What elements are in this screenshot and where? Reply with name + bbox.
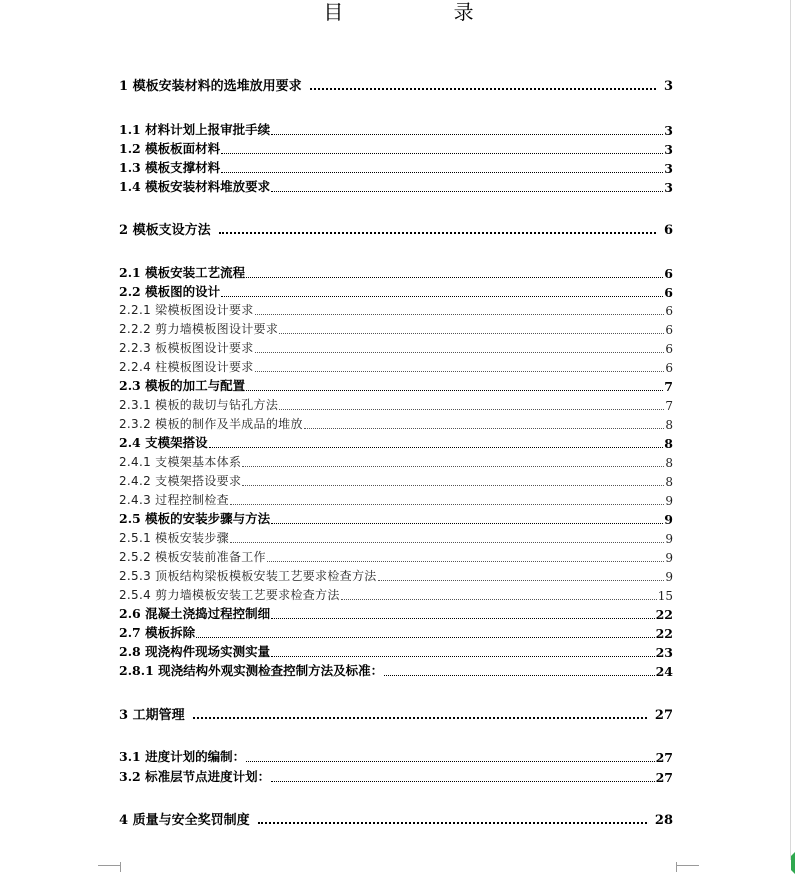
- toc-entry-page: 9: [665, 551, 673, 565]
- toc-leader-dots: [221, 296, 663, 297]
- toc-leader-dots: [258, 822, 647, 824]
- toc-entry[interactable]: [119, 338, 673, 356]
- toc-entry-page: 9: [664, 512, 673, 527]
- toc-entry-label: 2.4.2 支模架搭设要求: [119, 474, 242, 488]
- toc-leader-dots: [310, 88, 656, 90]
- toc-entry[interactable]: [119, 566, 673, 584]
- toc-entry[interactable]: [119, 810, 673, 828]
- toc-entry-page: 27: [654, 708, 673, 723]
- green-marker-icon: [789, 850, 797, 876]
- toc-entry-page: 6: [665, 304, 673, 318]
- toc-entry[interactable]: [119, 319, 673, 337]
- toc-entry-label: 2.6 混凝土浇捣过程控制细: [119, 606, 271, 621]
- toc-leader-dots: [341, 599, 657, 600]
- toc-entry-page: 23: [655, 645, 673, 660]
- toc-entry-label: 3 工期管理: [119, 708, 185, 723]
- toc-entry[interactable]: [119, 623, 673, 641]
- toc-entry-label: 3.1 进度计划的编制：: [119, 749, 246, 764]
- toc-entry-page: 24: [655, 664, 673, 679]
- toc-entry[interactable]: [119, 300, 673, 318]
- toc-entry-page: 7: [665, 399, 673, 413]
- toc-leader-dots: [221, 172, 663, 173]
- toc-entry[interactable]: [119, 433, 673, 451]
- toc-leader-dots: [246, 390, 663, 391]
- toc-entry-page: 9: [665, 570, 673, 584]
- toc-leader-dots: [246, 277, 663, 278]
- toc-entry[interactable]: [119, 263, 673, 281]
- toc-entry-page: 6: [665, 361, 673, 375]
- toc-leader-dots: [230, 504, 664, 505]
- toc-entry-label: 2.2.3 板模板图设计要求: [119, 341, 254, 355]
- toc-entry-label: 2.2.2 剪力墙模板图设计要求: [119, 322, 279, 336]
- toc-leader-dots: [196, 637, 654, 638]
- toc-entry-label: 2.4 支模架搭设: [119, 435, 208, 450]
- toc-entry-page: 8: [664, 436, 673, 451]
- toc-leader-dots: [193, 717, 647, 719]
- toc-entry-page: 7: [664, 379, 673, 394]
- toc-leader-dots: [384, 675, 654, 676]
- toc-entry-label: 2.5 模板的安装步骤与方法: [119, 511, 271, 526]
- page-edge-line: [790, 0, 791, 860]
- toc-entry[interactable]: [119, 452, 673, 470]
- toc-entry[interactable]: [119, 642, 673, 660]
- toc-entry[interactable]: [119, 220, 673, 238]
- toc-entry-label: 2.2.1 梁模板图设计要求: [119, 303, 254, 317]
- toc-entry[interactable]: [119, 604, 673, 622]
- toc-entry-label: 2.3.2 模板的制作及半成品的堆放: [119, 417, 303, 431]
- toc-leader-dots: [279, 333, 664, 334]
- toc-leader-dots: [267, 561, 665, 562]
- toc-entry[interactable]: [119, 395, 673, 413]
- toc-entry[interactable]: [119, 139, 673, 157]
- toc-entry-label: 2 模板支设方法: [119, 223, 211, 238]
- toc-entry[interactable]: [119, 376, 673, 394]
- toc-leader-dots: [271, 618, 654, 619]
- toc-entry-label: 1 模板安装材料的选堆放用要求: [119, 79, 302, 94]
- toc-entry[interactable]: [119, 120, 673, 138]
- toc-entry-page: 3: [664, 161, 673, 176]
- toc-entry-page: 3: [663, 79, 673, 94]
- toc-entry-label: 3.2 标准层节点进度计划：: [119, 769, 271, 784]
- toc-leader-dots: [221, 153, 663, 154]
- toc-entry-label: 2.5.1 模板安装步骤: [119, 531, 229, 545]
- toc-entry-page: 3: [664, 123, 673, 138]
- toc-entry-page: 9: [665, 532, 673, 546]
- toc-entry-label: 2.5.3 顶板结构梁板模板安装工艺要求检查方法: [119, 569, 377, 583]
- toc-entry-page: 8: [665, 418, 673, 432]
- toc-entry-page: 3: [664, 142, 673, 157]
- toc-leader-dots: [279, 409, 664, 410]
- toc-entry-label: 2.8.1 现浇结构外观实测检查控制方法及标准：: [119, 663, 384, 678]
- toc-entry[interactable]: [119, 767, 673, 785]
- toc-entry-page: 15: [657, 589, 673, 603]
- toc-leader-dots: [271, 134, 663, 135]
- toc-leader-dots: [242, 485, 664, 486]
- toc-entry[interactable]: [119, 547, 673, 565]
- toc-entry[interactable]: [119, 471, 673, 489]
- toc-entry-label: 2.8 现浇构件现场实测实量: [119, 644, 271, 659]
- toc-entry[interactable]: [119, 509, 673, 527]
- toc-leader-dots: [271, 191, 663, 192]
- toc-leader-dots: [304, 428, 665, 429]
- toc-entry-page: 3: [664, 180, 673, 195]
- toc-entry-label: 2.2.4 柱模板图设计要求: [119, 360, 254, 374]
- toc-leader-dots: [209, 447, 664, 448]
- toc-entry-label: 2.4.3 过程控制检查: [119, 493, 229, 507]
- toc-entry-page: 6: [664, 266, 673, 281]
- page-corner-mark-right: [676, 862, 699, 872]
- toc-leader-dots: [271, 781, 654, 782]
- toc-leader-dots: [230, 542, 664, 543]
- toc-entry-label: 2.3 模板的加工与配置: [119, 378, 246, 393]
- toc-entry-label: 2.4.1 支模架基本体系: [119, 455, 242, 469]
- toc-entry-label: 2.5.2 模板安装前准备工作: [119, 550, 266, 564]
- toc-entry[interactable]: [119, 747, 673, 765]
- toc-entry[interactable]: [119, 177, 673, 195]
- toc-entry[interactable]: [119, 76, 673, 94]
- toc-entry[interactable]: [119, 528, 673, 546]
- toc-entry-label: 1.1 材料计划上报审批手续: [119, 122, 271, 137]
- toc-entry-page: 22: [655, 626, 673, 641]
- toc-leader-dots: [242, 466, 664, 467]
- toc-entry[interactable]: [119, 414, 673, 432]
- toc-entry[interactable]: [119, 585, 673, 603]
- toc-entry-page: 22: [655, 607, 673, 622]
- toc-entry[interactable]: [119, 282, 673, 300]
- toc-leader-dots: [246, 761, 654, 762]
- toc-leader-dots: [378, 580, 665, 581]
- toc-entry-label: 1.3 模板支撑材料: [119, 160, 221, 175]
- toc-entry-page: 6: [664, 285, 673, 300]
- toc-entry-page: 9: [665, 494, 673, 508]
- page-title: 目 录: [323, 0, 526, 24]
- toc-entry-label: 4 质量与安全奖罚制度: [119, 813, 250, 828]
- toc-leader-dots: [255, 352, 665, 353]
- toc-entry-page: 27: [655, 770, 673, 785]
- toc-entry-page: 8: [665, 475, 673, 489]
- toc-entry-label: 2.3.1 模板的裁切与钻孔方法: [119, 398, 279, 412]
- toc-leader-dots: [271, 656, 654, 657]
- toc-leader-dots: [219, 232, 656, 234]
- toc-entry-page: 27: [655, 750, 673, 765]
- toc-entry[interactable]: [119, 490, 673, 508]
- toc-entry[interactable]: [119, 661, 673, 679]
- toc-entry-page: 6: [665, 323, 673, 337]
- toc-entry-page: 6: [663, 223, 673, 238]
- toc-leader-dots: [271, 523, 663, 524]
- toc-leader-dots: [255, 371, 665, 372]
- toc-entry-page: 8: [665, 456, 673, 470]
- toc-entry-page: 6: [665, 342, 673, 356]
- toc-entry-label: 2.2 模板图的设计: [119, 284, 221, 299]
- page-corner-mark-left: [98, 862, 121, 872]
- toc-entry-label: 2.1 模板安装工艺流程: [119, 265, 246, 280]
- toc-leader-dots: [255, 314, 665, 315]
- toc-entry[interactable]: [119, 705, 673, 723]
- toc-entry-label: 1.4 模板安装材料堆放要求: [119, 179, 271, 194]
- toc-entry-page: 28: [654, 813, 673, 828]
- toc-entry[interactable]: [119, 158, 673, 176]
- toc-entry-label: 1.2 模板板面材料: [119, 141, 221, 156]
- toc-entry[interactable]: [119, 357, 673, 375]
- toc-entry-label: 2.5.4 剪力墙模板安装工艺要求检查方法: [119, 588, 340, 602]
- toc-entry-label: 2.7 模板拆除: [119, 625, 196, 640]
